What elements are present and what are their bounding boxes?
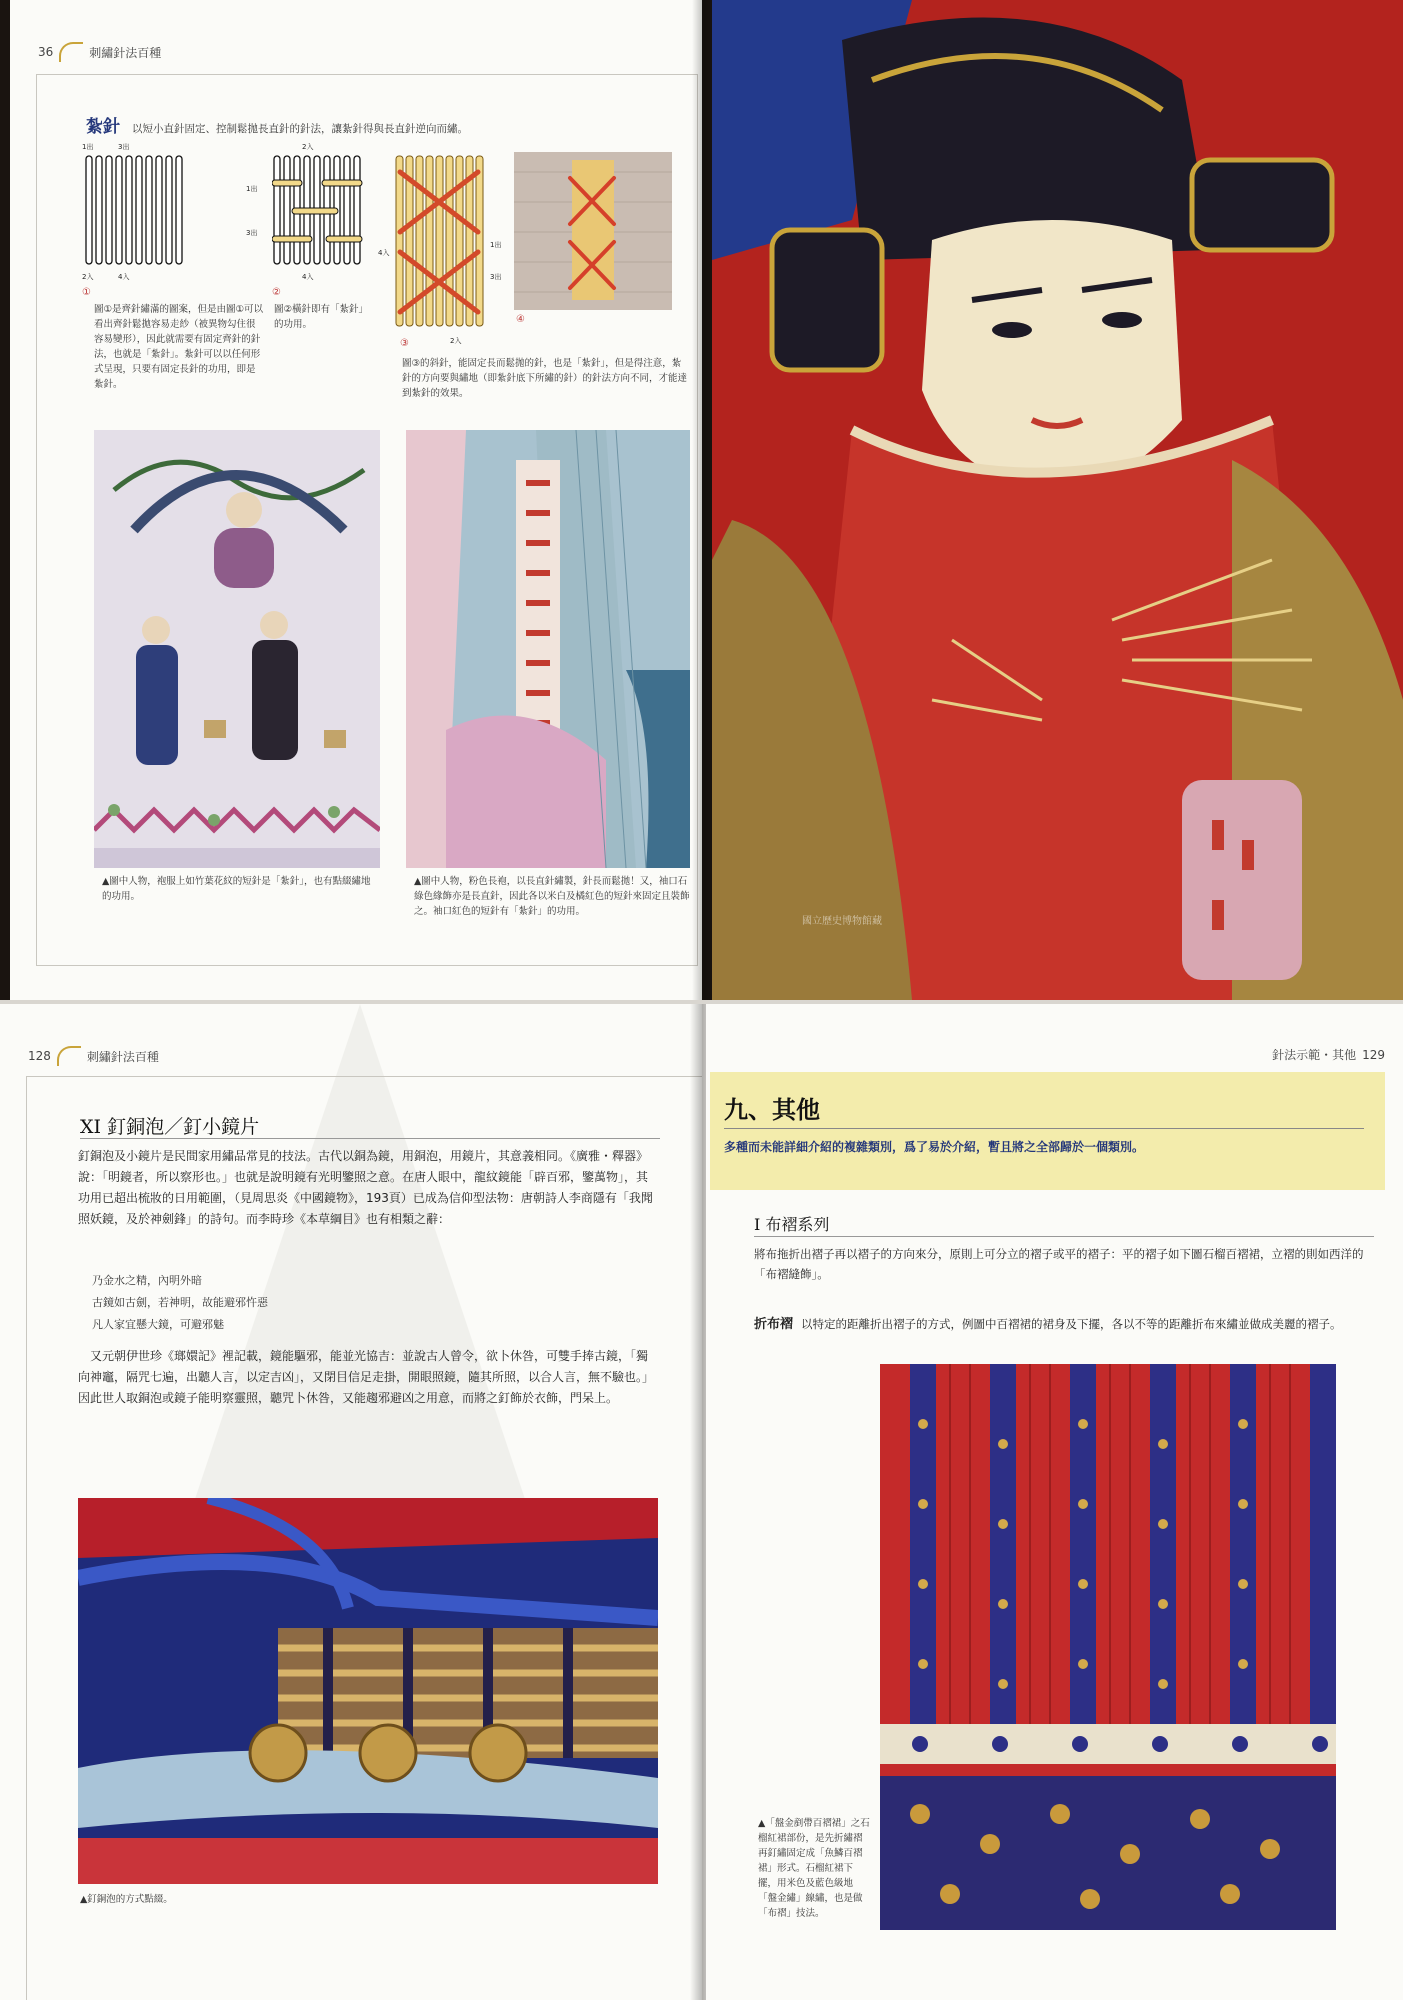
diagram-label: 3出	[246, 229, 258, 237]
swoosh-ornament	[57, 1046, 81, 1066]
section-title: 紮針	[86, 117, 120, 137]
page-number: 36	[38, 45, 54, 59]
diagram-label: 2入	[302, 143, 314, 151]
stitch-diagram-1	[82, 142, 202, 284]
diagram-label: 3出	[118, 143, 130, 151]
diagram-1-caption: 圖①是齊針繡滿的圖案，但是由圖①可以看出齊針鬆拋容易走紗（被異物勾住很容易變形），因此就需要有固定齊針的針法，也就是「紮針」。紮針可以以任何形式呈現，只要有固定長針的功用，即是紮針。	[94, 304, 264, 390]
diagram-number-3: ③	[400, 338, 409, 349]
page-number: 128	[28, 1049, 51, 1063]
diagram-number-1: ①	[82, 287, 91, 298]
diagonal-tie-stitch	[394, 152, 490, 332]
running-head-title: 刺繡針法百種	[89, 45, 162, 60]
diagram-number-4: ④	[516, 314, 525, 325]
photo-caption: ▲釘銅泡的方式點綴。	[80, 1894, 173, 1905]
term-desc: 以特定的距離折出褶子的方式，例圖中百褶裙的裙身及下擺，各以不等的距離折布來繡並做成美麗的褶子。	[801, 1317, 1342, 1331]
official-figure-embroidery-image	[712, 0, 1403, 1000]
photo-1-caption: ▲圖中人物，袍服上如竹葉花紋的短針是「紮針」，也有點綴繡地的功用。	[102, 876, 371, 902]
photo-caption: ▲「盤金剷帶百褶裙」之石榴紅裙部份，是先折繡褶再釘繡固定成「魚鱗百褶裙」形式。石榴紅裙下擺，用米色及藍色級地「盤金繡」線繡，也是做「布褶」技法。	[758, 1818, 870, 1919]
embroidery-figures-image	[94, 430, 380, 868]
quote-line: 古鏡如古劍，若神明，故能避邪忤惡	[92, 1296, 268, 1309]
body-paragraph-1: 釘銅泡及小鏡片是民間家用繡品常見的技法。古代以銅為鏡，用銅泡，用鏡片，其意義相同。《廣雅・釋器》說：「明鏡者，所以察形也。」也就是說明鏡有光明鑒照之意。在唐人眼中，龍紋鏡能「辟百邪，鑒萬物」，其功用已超出梳妝的日用範圍，（見周思炎《中國鏡物》，193頁）已成為信仰型法物：唐朝詩人李商隱有「我聞照妖鏡，及於神劍鋒」的詩句。而李時珍《本草綱目》也有相類之辭：	[78, 1149, 653, 1226]
section-desc: 以短小直針固定、控制鬆拋長直針的針法，讓紮針得與長直針逆向而繡。	[132, 123, 468, 135]
diagram-label: 1出	[82, 143, 94, 151]
chapter-title: 九、其他	[724, 1095, 820, 1124]
running-head	[38, 42, 161, 62]
embroidery-robe-image	[406, 430, 690, 868]
pleated-skirt-image	[880, 1364, 1336, 1930]
diagram-2-caption: 圖②橫針即有「紮針」的功用。	[274, 304, 369, 330]
straight-stitch-lines	[82, 152, 202, 282]
sub-heading-rule	[754, 1236, 1374, 1237]
embroidery-photo-robe	[406, 430, 690, 868]
term-block	[754, 1314, 1374, 1335]
page-number: 129	[1362, 1047, 1385, 1062]
chapter-desc: 多種而未能詳細介紹的複雜類別，爲了易於介紹，暫且將之全部歸於一個類別。	[724, 1140, 1145, 1154]
running-head	[28, 1046, 159, 1066]
full-page-embroidery-photo	[712, 0, 1403, 1000]
chapter-rule	[724, 1128, 1364, 1129]
diagram-number-2: ②	[272, 287, 281, 298]
photo-watermark: 國立歷史博物館藏	[802, 916, 882, 927]
cross-bar-stitch	[272, 152, 372, 272]
photo-2-caption: ▲圖中人物，粉色長袍，以長直針繡製，針長而鬆拋！又，袖口石綠色緣飾亦是長直針，因此各以米白及橘紅色的短針來固定且裝飾之。袖口紅色的短針有「紮針」的功用。	[414, 876, 690, 917]
stitch-diagram-2	[246, 142, 372, 284]
copper-bead-embroidery-image	[78, 1498, 658, 1884]
quote-line: 乃金水之精，內明外暗	[92, 1274, 202, 1287]
sub-desc: 將布拖折出褶子再以褶子的方向來分，原則上可分立的褶子或平的褶子：平的褶子如下圖石榴百褶裙，立褶的則如西洋的「布褶縫飾」。	[754, 1247, 1364, 1281]
body-paragraph-2: 又元朝伊世珍《瑯嬛記》裡記載，鏡能驅邪，能並光協吉：並說古人曾令，欲卜休咎，可雙手捧古鏡，「獨向神竈，隔咒七遍，出聽人言，以定吉凶」，又閉目信足走掛，開眼照鏡，隨其所照，以合人言，無不驗也。」因此世人取銅泡或鏡子能明察靈照，聽咒卜休咎，又能趨邪避凶之用意，而將之釘飾於衣飾，門呆上。	[78, 1349, 655, 1405]
chapter-banner	[710, 1072, 1385, 1190]
diagram-label: 4入	[378, 249, 390, 257]
sub-heading: I 布褶系列	[754, 1215, 830, 1234]
diagram-label: 1出	[490, 241, 502, 249]
diagram-label: 1出	[246, 185, 258, 193]
diagram-label: 2入	[450, 337, 462, 345]
stitch-diagram-3	[378, 148, 510, 348]
pleated-skirt-photo	[880, 1364, 1336, 1930]
diagram-label: 2入	[82, 273, 94, 281]
heading-rule	[80, 1138, 660, 1139]
copper-bead-photo	[78, 1498, 658, 1884]
running-head	[1272, 1046, 1385, 1063]
quote-block	[92, 1270, 592, 1336]
running-head-title: 針法示範・其他	[1272, 1048, 1357, 1062]
page-128	[0, 1004, 702, 2000]
diagram-label: 4入	[302, 273, 314, 281]
embroidery-photo-figures	[94, 430, 380, 868]
spread-bottom	[0, 1004, 1403, 2000]
diagram-label: 3出	[490, 273, 502, 281]
section-heading	[86, 112, 686, 137]
stitch-photo-4	[514, 152, 672, 310]
running-head-title: 刺繡針法百種	[86, 1049, 159, 1064]
tie-stitch-sample	[514, 152, 672, 310]
page-129	[706, 1004, 1403, 2000]
swoosh-ornament	[59, 42, 83, 62]
diagram-3-caption: 圖③的斜針，能固定長而鬆拋的針，也是「紮針」，但是得注意，紮針的方向要與繡地（即紮針底下所繡的針）的針法方向不同，才能達到紮針的效果。	[402, 358, 688, 399]
section-heading: XI 釘銅泡／釘小鏡片	[80, 1116, 260, 1138]
page-36	[10, 0, 702, 1000]
diagram-label: 4入	[118, 273, 130, 281]
term-title: 折布褶	[754, 1317, 794, 1332]
quote-line: 凡人家宜懸大鏡，可避邪魅	[92, 1318, 224, 1331]
